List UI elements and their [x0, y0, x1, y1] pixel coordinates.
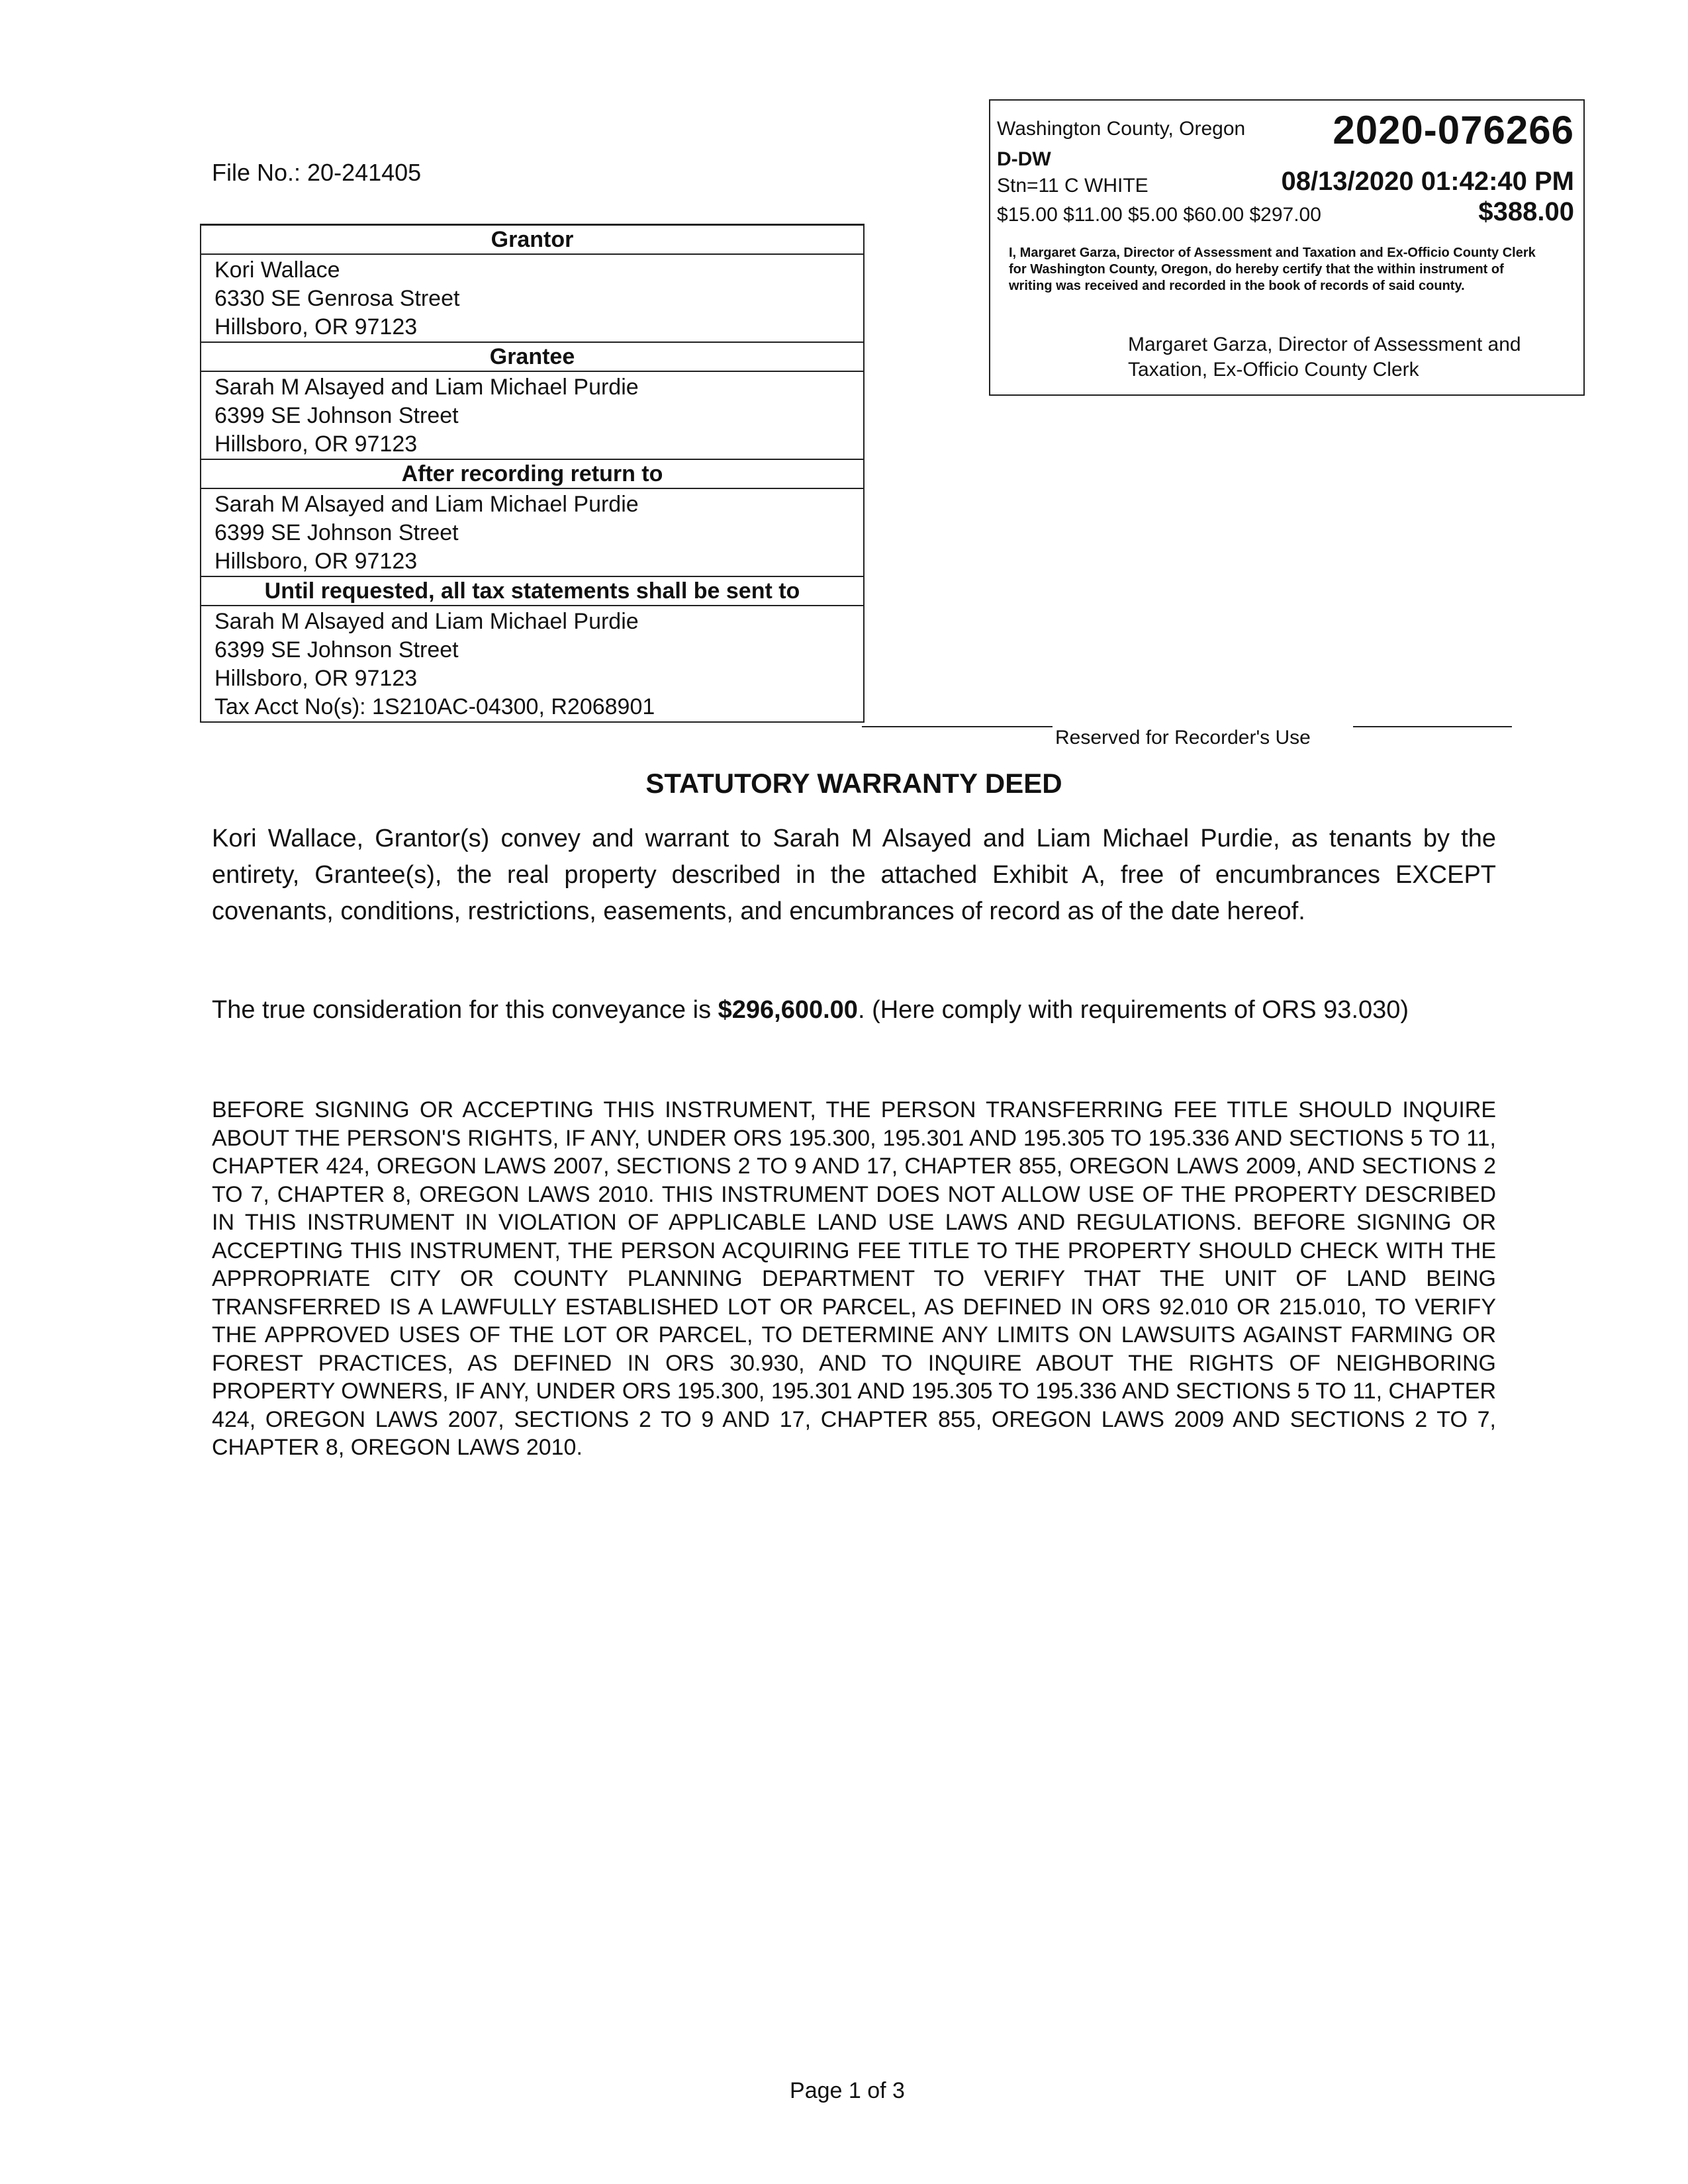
tax-statements-name: Sarah M Alsayed and Liam Michael Purdie — [214, 609, 639, 634]
grantor-heading: Grantor — [201, 226, 863, 255]
return-to-city: Hillsboro, OR 97123 — [214, 549, 418, 574]
stamp-county: Washington County, Oregon — [997, 118, 1246, 140]
reserved-divider-right — [1353, 726, 1512, 727]
return-to-name: Sarah M Alsayed and Liam Michael Purdie — [214, 492, 639, 517]
conveyance-paragraph: Kori Wallace, Grantor(s) convey and warrant to Sarah M Alsayed and Liam Michael Purdie, as tenants by the entirety, Grantee(s), the real property described in the attached Exhibit A, free of encumbrances EXCEPT covenants, conditions, restrictions, easements, and encumbrances of record as of the date hereof. — [212, 825, 1496, 925]
document-code: D-DW — [997, 148, 1051, 170]
fee-breakdown: $15.00 $11.00 $5.00 $60.00 $297.00 — [997, 204, 1321, 226]
grantor-block — [201, 255, 863, 343]
return-to-block — [201, 489, 863, 577]
tax-statements-block — [201, 606, 863, 721]
tax-statements-city: Hillsboro, OR 97123 — [214, 666, 418, 691]
recorded-datetime: 08/13/2020 01:42:40 PM — [1281, 167, 1574, 196]
tax-account-numbers: Tax Acct No(s): 1S210AC-04300, R2068901 — [214, 694, 655, 719]
reserved-divider-left — [862, 726, 1053, 727]
return-to-street: 6399 SE Johnson Street — [214, 520, 459, 545]
recorder-stamp — [989, 99, 1585, 396]
return-to-heading: After recording return to — [201, 460, 863, 489]
grantee-name: Sarah M Alsayed and Liam Michael Purdie — [214, 375, 639, 400]
grantor-city: Hillsboro, OR 97123 — [214, 314, 418, 340]
consideration-paragraph — [212, 994, 1496, 1026]
instrument-number: 2020-076266 — [1333, 108, 1574, 152]
consideration-amount: $296,600.00 — [718, 996, 858, 1024]
grantee-city: Hillsboro, OR 97123 — [214, 432, 418, 457]
party-table — [200, 224, 865, 723]
fee-total: $388.00 — [1478, 197, 1574, 226]
file-number: File No.: 20-241405 — [212, 159, 422, 186]
document-title: STATUTORY WARRANTY DEED — [645, 768, 1062, 799]
grantee-heading: Grantee — [201, 343, 863, 372]
grantor-street: 6330 SE Genrosa Street — [214, 286, 460, 311]
page-number: Page 1 of 3 — [790, 2078, 905, 2103]
tax-statements-heading: Until requested, all tax statements shall be sent to — [201, 577, 863, 606]
grantee-block — [201, 372, 863, 460]
clerk-certification: I, Margaret Garza, Director of Assessment and Taxation and Ex-Officio County Clerk for Washington County, Oregon, do hereby certify that the within instrument of writing was received and recorded in the book of records of said county. — [1009, 246, 1536, 293]
grantee-street: 6399 SE Johnson Street — [214, 403, 459, 428]
consideration-prefix: The true consideration for this conveyance is — [212, 996, 718, 1024]
grantor-name: Kori Wallace — [214, 257, 340, 283]
reserved-label: Reserved for Recorder's Use — [1055, 727, 1311, 749]
tax-statements-street: 6399 SE Johnson Street — [214, 637, 459, 662]
statutory-notice: BEFORE SIGNING OR ACCEPTING THIS INSTRUMENT, THE PERSON TRANSFERRING FEE TITLE SHOULD INQUIRE ABOUT THE PERSON'S RIGHTS, IF ANY, UNDER ORS 195.300, 195.301 AND 195.305 TO 195.336 AND SECTIONS 5 TO 11, CHAPTER 424, OREGON LAWS 2007, SECTIONS 2 TO 9 AND 17, CHAPTER 855, OREGON LAWS 2009, AND SECTIONS 2 TO 7, CHAPTER 8, OREGON LAWS 2010. THIS INSTRUMENT DOES NOT ALLOW USE OF THE PROPERTY DESCRIBED IN THIS INSTRUMENT IN VIOLATION OF APPLICABLE LAND USE LAWS AND REGULATIONS. BEFORE SIGNING OR ACCEPTING THIS INSTRUMENT, THE PERSON ACQUIRING FEE TITLE TO THE PROPERTY SHOULD CHECK WITH THE APPROPRIATE CITY OR COUNTY PLANNING DEPARTMENT TO VERIFY THAT THE UNIT OF LAND BEING TRANSFERRED IS A LAWFULLY ESTABLISHED LOT OR PARCEL, AS DEFINED IN ORS 92.010 OR 215.010, TO VERIFY THE APPROVED USES OF THE LOT OR PARCEL, TO DETERMINE ANY LIMITS ON LAWSUITS AGAINST FARMING OR FOREST PRACTICES, AS DEFINED IN ORS 30.930, AND TO INQUIRE ABOUT THE RIGHTS OF NEIGHBORING PROPERTY OWNERS, IF ANY, UNDER ORS 195.300, 195.301 AND 195.305 TO 195.336 AND SECTIONS 5 TO 11, CHAPTER 424, OREGON LAWS 2007, SECTIONS 2 TO 9 AND 17, CHAPTER 855, OREGON LAWS 2009 AND SECTIONS 2 TO 7, CHAPTER 8, OREGON LAWS 2010. — [212, 1097, 1496, 1460]
consideration-suffix: . (Here comply with requirements of ORS 93.030) — [857, 996, 1409, 1024]
clerk-signatory: Margaret Garza, Director of Assessment and Taxation, Ex-Officio County Clerk — [1128, 334, 1521, 381]
station-id: Stn=11 C WHITE — [997, 175, 1149, 197]
